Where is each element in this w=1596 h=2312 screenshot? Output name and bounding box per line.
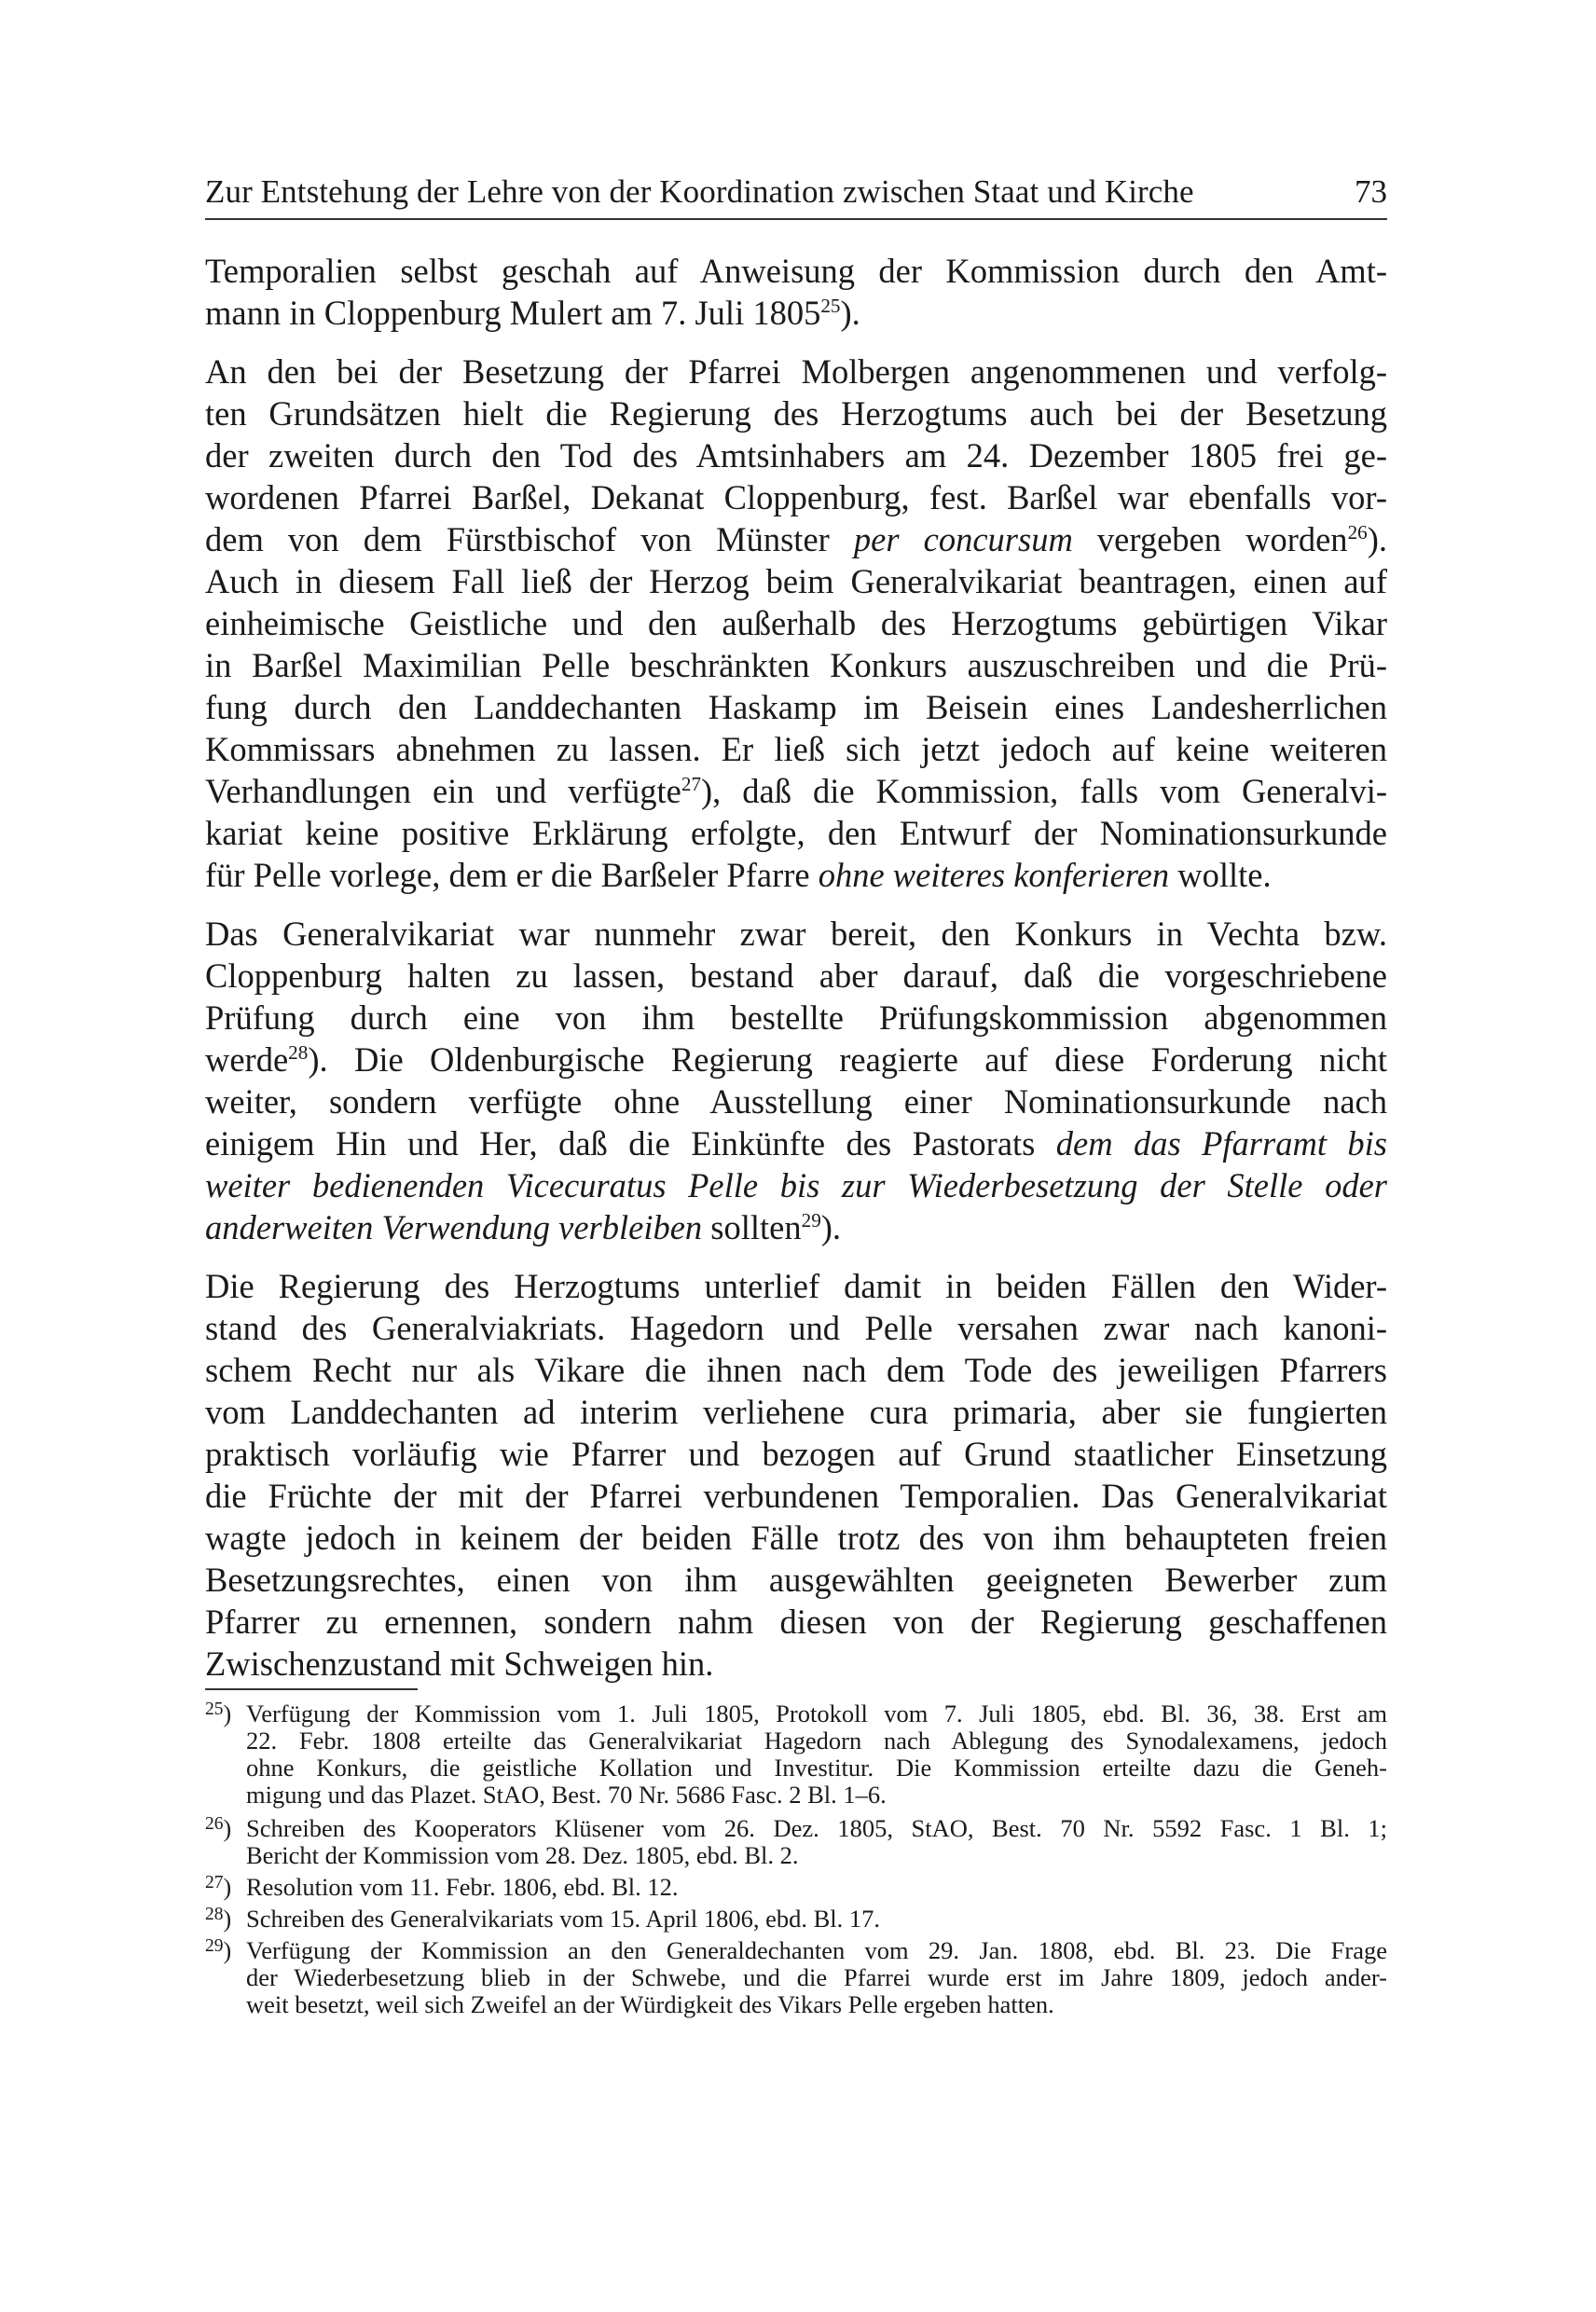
footnote-ref: 27: [681, 772, 702, 795]
text-line: die Früchte der mit der Pfarrei verbundenen Temporalien. Das Generalvikariat: [205, 1477, 1387, 1515]
running-header: [205, 166, 1387, 220]
footnote: [205, 1906, 1387, 1933]
text-line: einheimische Geistliche und den außerhalb des Herzogtums gebürtigen Vikar: [205, 604, 1387, 642]
footnote-line: migung und das Plazet. StAO, Best. 70 Nr. 5686 Fasc. 2 Bl. 1–6.: [246, 1781, 887, 1809]
text-line: Das Generalvikariat war nunmehr zwar bereit, den Konkurs in Vechta bzw.: [205, 915, 1387, 953]
text-line: ten Grundsätzen hielt die Regierung des Herzogtums auch bei der Besetzung: [205, 394, 1387, 433]
footnote-line: Schreiben des Generalvikariats vom 15. April 1806, ebd. Bl. 17.: [246, 1905, 881, 1933]
paragraph: [205, 351, 1387, 896]
text-line: in Barßel Maximilian Pelle beschränkten Konkurs auszuschreiben und die Prü-: [205, 646, 1387, 684]
text-line: kariat keine positive Erklärung erfolgte, den Entwurf der Nominationsurkunde: [205, 814, 1387, 852]
footnote: [205, 1874, 1387, 1901]
footnote-number: $^{25}$): [205, 1700, 232, 1727]
text-line: Die Regierung des Herzogtums unterlief damit in beiden Fällen den Wider-: [205, 1267, 1387, 1305]
paragraph: [205, 913, 1387, 1248]
text-line: für Pelle vorlege, dem er die Barßeler Pfarre ohne weiteres konferieren wollte.: [205, 856, 1272, 894]
text-line: dem von dem Fürstbischof von Münster per concursum vergeben worden$^{26}$).: [205, 520, 1387, 558]
footnote-separator: [205, 1688, 418, 1690]
paragraph: [205, 1265, 1387, 1685]
footnote-line: Verfügung der Kommission vom 1. Juli 1805, Protokoll vom 7. Juli 1805, ebd. Bl. 36, 38. Erst am: [246, 1700, 1387, 1727]
text-line: Prüfung durch eine von ihm bestellte Prüfungskommission abgenommen: [205, 998, 1387, 1037]
footnote-line: der Wiederbesetzung blieb in der Schwebe, und die Pfarrei wurde erst im Jahre 1809, jedoch ander-: [246, 1963, 1387, 1991]
text-line: stand des Generalviakriats. Hagedorn und Pelle versahen zwar nach kanoni-: [205, 1309, 1387, 1347]
text-line: Pfarrer zu ernennen, sondern nahm diesen von der Regierung geschaffenen: [205, 1603, 1387, 1641]
text-line: Temporalien selbst geschah auf Anweisung der Kommission durch den Amt-: [205, 252, 1387, 290]
text-line: fung durch den Landdechanten Haskamp im Beisein eines Landesherrlichen: [205, 688, 1387, 726]
text-line: Verhandlungen ein und verfügte$^{27}$), daß die Kommission, falls vom Generalvi-: [205, 772, 1388, 810]
footnote-number: $^{29}$): [205, 1936, 232, 1964]
footnote: [205, 1937, 1387, 2018]
text-line: Zwischenzustand mit Schweigen hin.: [205, 1645, 714, 1683]
text-line: weiter, sondern verfügte ohne Ausstellung einer Nominationsurkunde nach: [205, 1082, 1387, 1121]
text-line: werde$^{28}$). Die Oldenburgische Regierung reagierte auf diese Forderung nicht: [205, 1040, 1387, 1079]
page-number: 73: [1355, 173, 1387, 210]
text-line: einigem Hin und Her, daß die Einkünfte des Pastorats dem das Pfarramt bis: [205, 1124, 1387, 1163]
footnote-line: Schreiben des Kooperators Klüsener vom 26. Dez. 1805, StAO, Best. 70 Nr. 5592 Fasc. 1 Bl. 1;: [246, 1814, 1387, 1842]
footnote-ref: 29: [801, 1208, 821, 1232]
text-line: schem Recht nur als Vikare die ihnen nach dem Tode des jeweiligen Pfarrers: [205, 1351, 1387, 1389]
text-line: wagte jedoch in keinem der beiden Fälle trotz des von ihm behaupteten freien: [205, 1519, 1387, 1557]
footnotes: [205, 1700, 1387, 2018]
text-line: mann in Cloppenburg Mulert am 7. Juli 1805$^{25}$).: [205, 294, 860, 332]
footnote-line: Verfügung der Kommission an den Generaldechanten vom 29. Jan. 1808, ebd. Bl. 23. Die Frage: [246, 1936, 1387, 1964]
footnote-ref: 26: [1347, 520, 1368, 544]
text-line: anderweiten Verwendung verbleiben sollten$^{29}$).: [205, 1208, 842, 1246]
footnote-ref: 28: [288, 1040, 309, 1064]
running-title: Zur Entstehung der Lehre von der Koordination zwischen Staat und Kirche: [205, 173, 1194, 210]
footnote-number: $^{26}$): [205, 1814, 232, 1842]
footnote-line: ohne Konkurs, die geistliche Kollation und Investitur. Die Kommission erteilte dazu die Geneh-: [246, 1754, 1387, 1782]
text-line: vom Landdechanten ad interim verliehene cura primaria, aber sie fungierten: [205, 1393, 1387, 1431]
body-text: [205, 250, 1387, 1701]
footnote-number: $^{28}$): [205, 1905, 232, 1933]
footnote: [205, 1700, 1387, 1809]
footnote-line: Bericht der Kommission vom 28. Dez. 1805, ebd. Bl. 2.: [246, 1841, 799, 1869]
footnote-line: Resolution vom 11. Febr. 1806, ebd. Bl. 12.: [246, 1873, 679, 1901]
footnote-number: $^{27}$): [205, 1873, 232, 1901]
footnote-line: 22. Febr. 1808 erteilte das Generalvikariat Hagedorn nach Ablegung des Synodalexamens, jedoch: [246, 1727, 1387, 1755]
text-line: Auch in diesem Fall ließ der Herzog beim Generalvikariat beantragen, einen auf: [205, 562, 1387, 600]
text-line: weiter bedienenden Vicecuratus Pelle bis zur Wiederbesetzung der Stelle oder: [205, 1166, 1387, 1204]
text-line: praktisch vorläufig wie Pfarrer und bezogen auf Grund staatlicher Einsetzung: [205, 1435, 1387, 1473]
footnote-line: weit besetzt, weil sich Zweifel an der Würdigkeit des Vikars Pelle ergeben hatten.: [246, 1990, 1054, 2018]
text-line: Cloppenburg halten zu lassen, bestand aber darauf, daß die vorgeschriebene: [205, 956, 1387, 995]
text-line: An den bei der Besetzung der Pfarrei Molbergen angenommenen und verfolg-: [205, 352, 1387, 391]
text-line: der zweiten durch den Tod des Amtsinhabers am 24. Dezember 1805 frei ge-: [205, 436, 1387, 475]
text-line: wordenen Pfarrei Barßel, Dekanat Cloppenburg, fest. Barßel war ebenfalls vor-: [205, 478, 1387, 516]
text-line: Besetzungsrechtes, einen von ihm ausgewählten geeigneten Bewerber zum: [205, 1561, 1387, 1599]
footnote: [205, 1815, 1387, 1869]
footnote-ref: 25: [820, 294, 841, 317]
paragraph: [205, 250, 1387, 334]
text-line: Kommissars abnehmen zu lassen. Er ließ sich jetzt jedoch auf keine weiteren: [205, 730, 1387, 768]
